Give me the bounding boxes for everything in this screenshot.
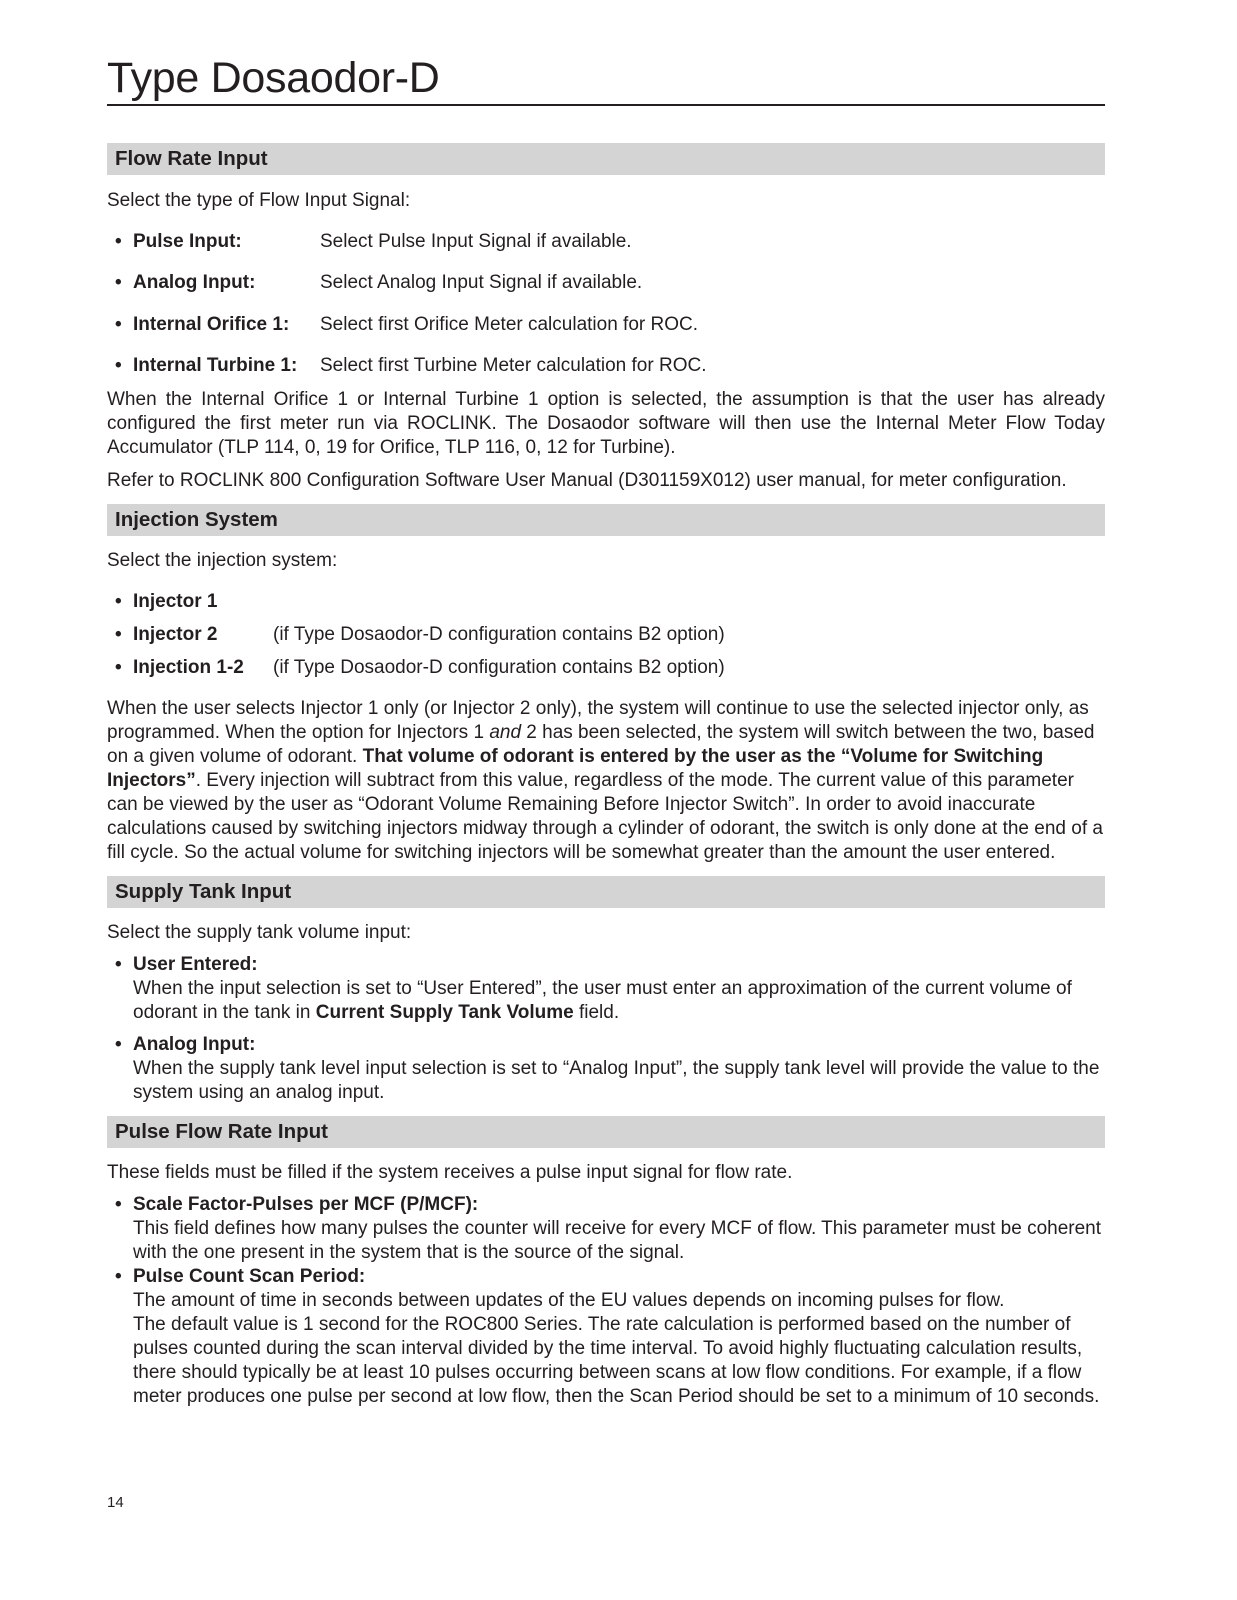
page-title: Type Dosaodor-D [107,54,440,102]
injection-text-bold: That volume of odorant is entered by the user as the “Volume for Switching Injectors” [107,746,1044,791]
pulse-flow-intro: These fields must be filled if the system receives a pulse input signal for flow rate. [107,1162,793,1183]
supply-tank-intro: Select the supply tank volume input: [107,922,412,943]
title-rule [107,104,1105,106]
list-item-desc: (if Type Dosaodor-D configuration contains B2 option) [273,657,725,678]
list-item-term: User Entered: [133,954,258,975]
list-item [107,953,1105,1025]
list-item [107,354,1105,378]
page-content [107,143,1105,1409]
injection-paragraph [107,697,1105,865]
injection-text: When the user selects Injector 1 only (or Injector 2 only), the system will continue to use the selected injector only, as programmed. When the option for Injectors 1 [107,698,1089,743]
list-item-term: Injection 1-2 [133,657,244,678]
list-item-term: Pulse Input: [133,231,242,252]
list-item-desc: Select first Turbine Meter calculation for ROC. [320,355,707,376]
list-item [107,1033,1105,1105]
list-item [107,656,1105,680]
list-item-desc: Select first Orifice Meter calculation for ROC. [320,314,698,335]
list-item-desc: Select Pulse Input Signal if available. [320,231,632,252]
bullet-icon: • [115,355,122,376]
bullet-icon: • [115,314,122,335]
bullet-icon: • [115,231,122,252]
injection-text-italic: and [489,722,522,743]
list-item [107,313,1105,337]
list-item-term: Internal Orifice 1: [133,314,290,335]
list-item-body [133,977,1105,1025]
list-item-term: Internal Turbine 1: [133,355,298,376]
injection-intro: Select the injection system: [107,550,338,571]
list-item [107,230,1105,254]
section-heading-supply-tank: Supply Tank Input [107,876,1105,908]
list-item [107,271,1105,295]
list-item-term: Analog Input: [133,272,256,293]
section-heading-pulse-flow: Pulse Flow Rate Input [107,1116,1105,1148]
list-item-body: The default value is 1 second for the ROC800 Series. The rate calculation is performed based on the number of pulses counted during the scan interval divided by the time interval. To avoid highly fluctuating calculation results, there should typically be at least 10 pulses occurring between scans at low flow conditions. For example, if a flow meter produces one pulse per second at low flow, then the Scan Period should be set to a minimum of 10 seconds. [133,1314,1100,1407]
list-item-text: field. [573,1002,620,1023]
bullet-icon: • [115,954,122,975]
flow-rate-reference: Refer to ROCLINK 800 Configuration Software User Manual (D301159X012) user manual, for meter configuration. [107,470,1067,491]
list-item-body: The amount of time in seconds between updates of the EU values depends on incoming pulses for flow. [133,1290,1005,1311]
bullet-icon: • [115,272,122,293]
page-number: 14 [107,1494,124,1511]
list-item-text-bold: Current Supply Tank Volume [315,1002,574,1023]
bullet-icon: • [115,657,122,678]
list-item-term: Injector 1 [133,591,218,612]
list-item-term: Pulse Count Scan Period: [133,1266,366,1287]
list-item [107,1193,1105,1265]
list-item-term: Injector 2 [133,624,218,645]
list-item-desc: (if Type Dosaodor-D configuration contains B2 option) [273,624,725,645]
list-item-body: When the supply tank level input selection is set to “Analog Input”, the supply tank level will provide the value to the system using an analog input. [133,1058,1100,1103]
list-item [107,623,1105,647]
list-item-term: Analog Input: [133,1034,256,1055]
bullet-icon: • [115,591,122,612]
list-item [107,1265,1105,1409]
bullet-icon: • [115,1266,122,1287]
flow-rate-intro: Select the type of Flow Input Signal: [107,190,411,211]
list-item-body: This field defines how many pulses the counter will receive for every MCF of flow. This parameter must be coherent with the one present in the system that is the source of the signal. [133,1218,1102,1263]
injection-text: 2 has been selected, the system will switch between the two, based on a given volume of odorant. [107,722,1095,767]
flow-rate-paragraph: When the Internal Orifice 1 or Internal Turbine 1 option is selected, the assumption is that the user has already configured the first meter run via ROCLINK. The Dosaodor software will then use the Internal Meter Flow Today Accumulator (TLP 114, 0, 19 for Orifice, TLP 116, 0, 12 for Turbine). [107,389,1105,458]
list-item-text: When the input selection is set to “User Entered”, the user must enter an approximation of the current volume of odorant in the tank in [133,978,1072,1023]
section-heading-flow-rate: Flow Rate Input [107,143,1105,175]
bullet-icon: • [115,624,122,645]
injection-text: . Every injection will subtract from this value, regardless of the mode. The current value of this parameter can be viewed by the user as “Odorant Volume Remaining Before Injector Switch”. In order to avoid inaccurate calculations caused by switching injectors midway through a cylinder of odorant, the switch is only done at the end of a fill cycle. So the actual volume for switching injectors will be somewhat greater than the amount the user entered. [107,770,1103,863]
list-item-desc: Select Analog Input Signal if available. [320,272,643,293]
list-item-term: Scale Factor-Pulses per MCF (P/MCF): [133,1194,479,1215]
bullet-icon: • [115,1034,122,1055]
section-heading-injection: Injection System [107,504,1105,536]
bullet-icon: • [115,1194,122,1215]
list-item [107,590,1105,614]
